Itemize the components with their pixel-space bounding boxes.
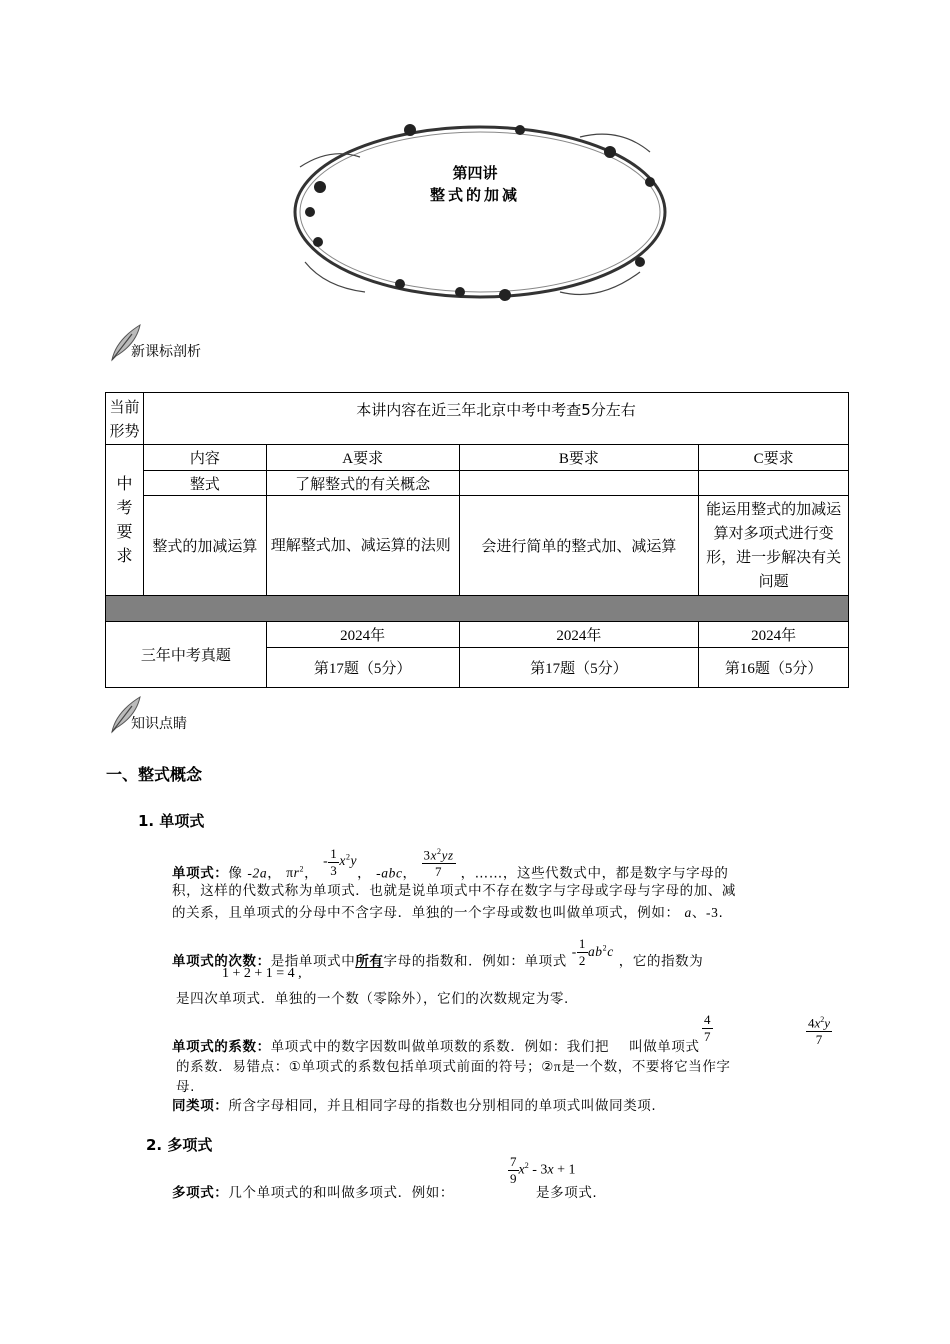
like-terms-paragraph (172, 1095, 862, 1117)
text: 叫做单项式 (629, 1039, 700, 1055)
section-knowledge-title: 知识点睛 (131, 716, 187, 732)
math-expr: $\pi r^2$ (286, 864, 305, 881)
divider-row (106, 596, 849, 622)
text: 所含字母相同，并且相同字母的指数也分别相同的单项式叫做同类项. (228, 1098, 657, 1114)
coef-fraction-4-7: $\frac{4}{7}$ (704, 1012, 711, 1044)
polynomial-paragraph (172, 1182, 862, 1204)
table-cell: 理解整式加、减运算的法则 (266, 496, 459, 596)
coef-paragraph-line2 (176, 1056, 866, 1078)
table-cell: 了解整式的有关概念 (266, 471, 459, 496)
situation-label: 当前形势 (106, 393, 144, 445)
year-cell: 2024年 (459, 622, 699, 648)
text-emphasis: 所有 (355, 953, 384, 970)
text: 的系数．易错点：①单项式的系数包括单项式前面的符号；② (176, 1059, 554, 1075)
col-header-c: C要求 (699, 445, 849, 471)
monomial-paragraph-line3: 的关系，且单项式的分母中不含字母．单独的一个字母或数也叫做单项式，例如： a、-3. (172, 905, 724, 921)
text: ，……，这些代数式中，都是数字与字母的 (460, 865, 729, 882)
math-expr: - $\frac{1}{2}$ $ab^2c$ (571, 936, 614, 968)
question-cell: 第16题（5分） (699, 648, 849, 688)
table-cell: 整式 (143, 471, 266, 496)
table-cell (699, 471, 849, 496)
coef-paragraph (172, 1036, 862, 1058)
text: 的关系，且单项式的分母中不含字母．单独的一个字母或数也叫做单项式，例如： (172, 905, 680, 921)
text: 是一个数，不要将它当作字 (561, 1059, 731, 1075)
question-cell: 第17题（5分） (266, 648, 459, 688)
like-terms-label: 同类项： (172, 1098, 229, 1114)
exam-questions-label: 三年中考真题 (106, 622, 267, 688)
degree-sum-expr: 1 + 2 + 1 = 4 , (222, 966, 302, 981)
question-cell: 第17题（5分） (459, 648, 699, 688)
year-cell: 2024年 (699, 622, 849, 648)
year-cell: 2024年 (266, 622, 459, 648)
table-cell (459, 471, 699, 496)
table-cell: 整式的加减运算 (143, 496, 266, 596)
table-cell: 会进行简单的整式加、减运算 (459, 496, 699, 596)
monomial-paragraph: 单项式：像 -2a， $\pi r^2$， - $\frac{1}{3}$ $x^2y$， -abc， $\frac{3x^2yz}{7}$ ，……，这些代数式中，都是数字与字母的 (172, 845, 729, 882)
math-expr: -abc (376, 865, 403, 881)
math-expr: π (553, 1059, 562, 1074)
monomial-label: 单项式： (172, 865, 229, 882)
subheading-monomial: 1. 单项式 (138, 812, 205, 830)
text: 单项式中的数字因数叫做单项数的系数．例如：我们把 (270, 1039, 610, 1055)
requirements-table (105, 392, 849, 688)
text: 几个单项式的和叫做多项式．例如： (228, 1185, 455, 1201)
text: 像 (228, 865, 243, 882)
coef-paragraph-line3: 母. (176, 1079, 195, 1095)
math-expr: $\frac{3x^2yz}{7}$ (422, 853, 456, 868)
coef-label: 单项式的系数： (172, 1039, 271, 1055)
col-header-b: B要求 (459, 445, 699, 471)
col-header-a: A要求 (266, 445, 459, 471)
subheading-polynomial: 2. 多项式 (146, 1136, 213, 1154)
text: 是指单项式中 (270, 953, 356, 970)
math-expr: -2a (247, 865, 268, 881)
exam-requirement-label: 中考要求 (106, 445, 144, 596)
section-syllabus-title: 新课标剖析 (131, 344, 201, 360)
polynomial-label: 多项式： (172, 1185, 229, 1201)
math-expr: - $\frac{1}{3}$ $x^2y$ (323, 845, 358, 878)
table-cell: 能运用整式的加减运算对多项式进行变形，进一步解决有关问题 (699, 496, 849, 596)
coef-monomial-expr: $\frac{4x^2y}{7}$ (806, 1012, 832, 1048)
math-expr: -3 (705, 905, 719, 920)
text: 是多项式. (536, 1185, 598, 1201)
degree-label: 单项式的次数： (172, 953, 271, 970)
decorative-floral-frame (280, 112, 680, 307)
lecture-number: 第四讲 (452, 164, 498, 182)
col-header-content: 内容 (143, 445, 266, 471)
text: ，它的指数为 (618, 953, 704, 970)
text: 字母的指数和．例如：单项式 (383, 953, 567, 970)
degree-paragraph-line3: 是四次单项式．单独的一个数（零除外），它们的次数规定为零. (176, 991, 569, 1007)
situation-text: 本讲内容在近三年北京中考中考查5分左右 (143, 393, 848, 445)
heading-polynomial-concept: 一、整式概念 (106, 765, 203, 784)
monomial-paragraph-line2: 积，这样的代数式称为单项式．也就是说单项式中不存在数字与字母或字母与字母的加、减 (172, 883, 736, 899)
math-expr: a (684, 905, 692, 920)
polynomial-example-expr: $\frac{7}{9}$ $x^2 - 3x + 1$ (510, 1154, 576, 1186)
lecture-title: 整式的加减 (429, 186, 520, 204)
